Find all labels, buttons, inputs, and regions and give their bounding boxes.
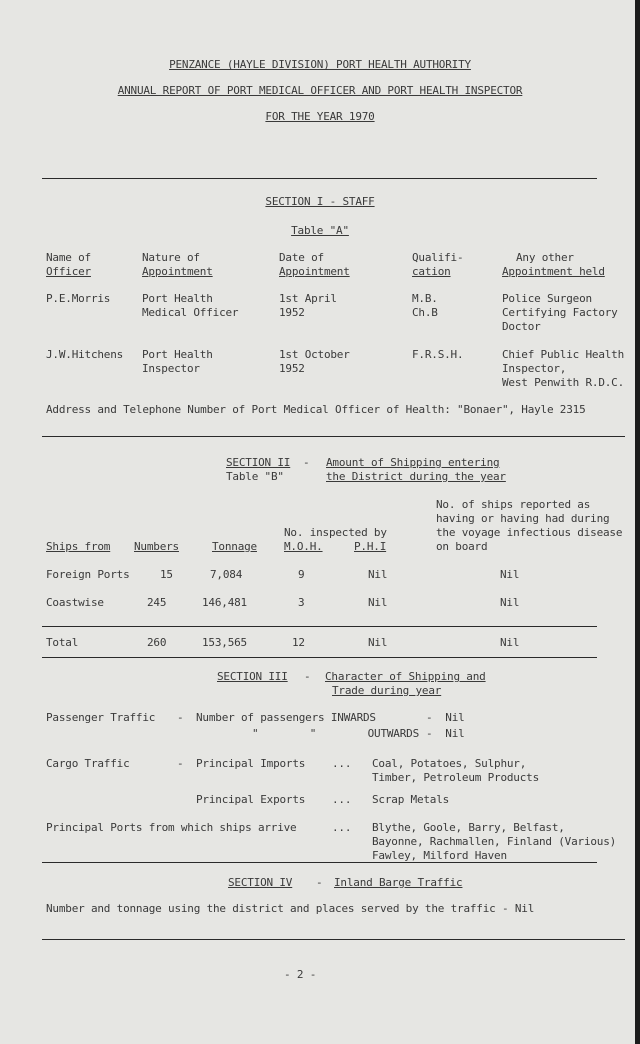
passengers-outwards: " " OUTWARDS [252,727,419,740]
principal-exports: Scrap Metals [372,793,450,806]
header-line-2: ANNUAL REPORT OF PORT MEDICAL OFFICER AND PORT HEALTH INSPECTOR [117,84,523,97]
shipping-numbers: 245 [147,596,167,609]
total-moh: 12 [292,636,305,649]
col-qual-l2: cation [412,265,451,278]
total-reported: Nil [500,636,520,649]
divider [42,178,597,179]
principal-exports-label: Principal Exports [196,793,306,806]
shipping-reported: Nil [500,568,520,581]
principal-ports: Blythe, Goole, Barry, Belfast, Bayonne, Rachmallen, Finland (Various) Fawley, Milford Haven [372,821,617,862]
staff-qualification: M.B. Ch.B [412,292,438,319]
section-4-title: SECTION IV [228,876,293,889]
section-4-dash: - [316,876,323,889]
divider [42,657,597,658]
col-nature-l1: Nature of [142,251,200,264]
principal-imports: Coal, Potatoes, Sulphur, Timber, Petroleum Products [372,757,539,784]
col-qual-l1: Qualifi- [412,251,464,264]
passenger-dash: - [177,711,184,724]
staff-qualification: F.R.S.H. [412,348,464,361]
passengers-inwards-value: - Nil [426,711,465,724]
section-1-table-label: Table "A" [291,224,349,237]
section-2-table-label: Table "B" [226,470,284,483]
shipping-tonnage: 146,481 [202,596,247,609]
staff-name: J.W.Hitchens [46,348,124,361]
imports-dots: ... [332,757,352,770]
header-line-1: PENZANCE (HAYLE DIVISION) PORT HEALTH AUTHORITY [169,58,471,71]
total-tonnage: 153,565 [202,636,247,649]
section-3-subtitle-2: Trade during year [332,684,442,697]
divider [42,862,597,863]
staff-date: 1st April 1952 [279,292,337,319]
section-1-title: SECTION I - STAFF [265,195,375,208]
shipping-from: Coastwise [46,596,104,609]
scan-edge [635,0,640,1044]
shipping-tonnage: 7,084 [210,568,243,581]
col-nature-l2: Appointment [142,265,213,278]
principal-imports-label: Principal Imports [196,757,306,770]
cargo-traffic-label: Cargo Traffic [46,757,130,770]
shipping-phi: Nil [368,596,388,609]
section-3-subtitle-1: Character of Shipping and [325,670,486,683]
principal-ports-label: Principal Ports from which ships arrive [46,821,297,834]
staff-other-appointment: Chief Public Health Inspector, West Penwith R.D.C. [502,348,625,389]
staff-name: P.E.Morris [46,292,111,305]
shipping-phi: Nil [368,568,388,581]
page-number: - 2 - [284,968,317,981]
col-name-l1: Name of [46,251,91,264]
passengers-inwards: Number of passengers INWARDS [196,711,376,724]
col-phi: P.H.I [354,540,387,553]
exports-dots: ... [332,793,352,806]
col-date-l2: Appointment [279,265,350,278]
col-tonnage: Tonnage [212,540,257,553]
col-inspected: No. inspected by [284,526,387,539]
col-moh: M.O.H. [284,540,323,553]
col-other-l1: Any other [516,251,574,264]
col-name-l2: Officer [46,265,91,278]
staff-date: 1st October 1952 [279,348,350,375]
col-numbers: Numbers [134,540,179,553]
ports-dots: ... [332,821,352,834]
section-2-subtitle-1: Amount of Shipping entering [326,456,500,469]
staff-nature: Port Health Inspector [142,348,213,375]
barge-traffic-text: Number and tonnage using the district and places served by the traffic - Nil [46,902,535,915]
section-3-title: SECTION III [217,670,288,683]
shipping-moh: 3 [298,596,305,609]
total-phi: Nil [368,636,388,649]
divider [42,436,625,437]
divider [42,939,625,940]
officer-address: Address and Telephone Number of Port Medical Officer of Health: "Bonaer", Hayle 2315 [46,403,586,416]
staff-other-appointment: Police Surgeon Certifying Factory Doctor [502,292,618,333]
section-2-title: SECTION II [226,456,291,469]
cargo-dash: - [177,757,184,770]
total-label: Total [46,636,79,649]
col-ships-from: Ships from [46,540,111,553]
passenger-traffic-label: Passenger Traffic [46,711,156,724]
section-2-dash: - [303,456,310,469]
shipping-reported: Nil [500,596,520,609]
shipping-numbers: 15 [160,568,173,581]
passengers-outwards-value: - Nil [426,727,465,740]
col-other-l2: Appointment held [502,265,605,278]
col-reported: No. of ships reported as having or having had during the voyage infectious disease on board [436,498,623,553]
divider [42,626,597,627]
header-line-3: FOR THE YEAR 1970 [265,110,375,123]
shipping-moh: 9 [298,568,305,581]
total-numbers: 260 [147,636,167,649]
shipping-from: Foreign Ports [46,568,130,581]
col-date-l1: Date of [279,251,324,264]
section-4-subtitle: Inland Barge Traffic [334,876,463,889]
section-3-dash: - [304,670,311,683]
section-2-subtitle-2: the District during the year [326,470,506,483]
staff-nature: Port Health Medical Officer [142,292,239,319]
